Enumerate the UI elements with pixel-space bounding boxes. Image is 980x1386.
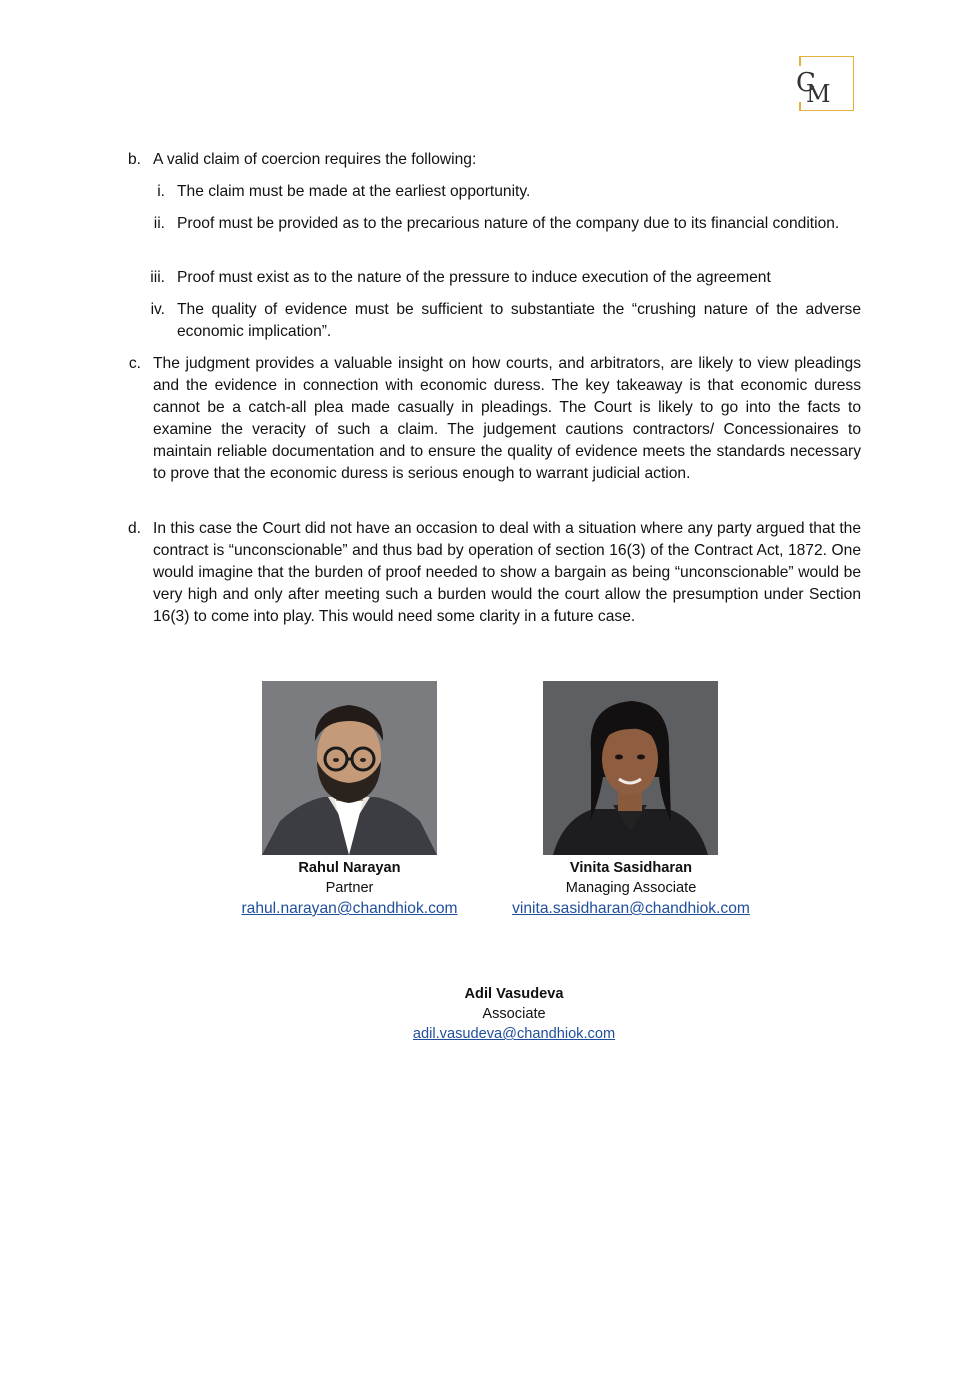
sub-item-iv bbox=[150, 299, 861, 343]
author-card-vinita-sasidharan bbox=[496, 858, 766, 920]
author-name: Vinita Sasidharan bbox=[569, 860, 693, 876]
list-marker: iv. bbox=[150, 301, 165, 318]
author-photo-rahul-narayan bbox=[262, 681, 437, 855]
logo-letter-c: C bbox=[796, 68, 816, 98]
list-item-text: The claim must be made at the earliest opportunity. bbox=[177, 183, 531, 200]
author-title: Partner bbox=[325, 880, 374, 896]
list-item-text: The quality of evidence must be sufficient to substantiate the “crushing nature of the adverse economic implication”. bbox=[177, 301, 861, 340]
list-item-d bbox=[127, 518, 861, 628]
list-item-text: Proof must be provided as to the precarious nature of the company due to its financial condition. bbox=[177, 215, 840, 232]
list-item-text: The judgment provides a valuable insight on how courts, and arbitrators, are likely to view pleadings and the evidence in connection with economic duress. The key takeaway is that economic duress cannot be a catch-all plea made casually in pleadings. The Court is likely to go into the facts to examine the veracity of such a claim. The judgement cautions contractors/ Concessionaires to maintain reliable documentation and to ensure the quality of evidence meets the standards necessary to prove that the economic duress is serious enough to warrant judicial action. bbox=[153, 355, 861, 482]
author-title: Managing Associate bbox=[565, 880, 697, 896]
author-title: Associate bbox=[482, 1006, 546, 1022]
sub-item-iii bbox=[150, 267, 861, 289]
list-marker: d. bbox=[127, 520, 141, 537]
logo-letter-m: M bbox=[806, 80, 831, 108]
firm-logo bbox=[796, 56, 856, 112]
author-card-rahul-narayan bbox=[220, 858, 479, 920]
sub-item-i bbox=[157, 181, 861, 203]
author-card-adil-vasudeva bbox=[384, 984, 644, 1044]
list-marker: b. bbox=[127, 151, 141, 168]
author-name: Adil Vasudeva bbox=[464, 986, 564, 1002]
list-marker: iii. bbox=[150, 269, 165, 286]
author-email-link[interactable]: adil.vasudeva@chandhiok.com bbox=[412, 1026, 616, 1042]
author-photo-vinita-sasidharan bbox=[543, 681, 718, 855]
list-item-c bbox=[128, 353, 861, 485]
list-marker: ii. bbox=[153, 215, 165, 232]
list-item-text: A valid claim of coercion requires the following: bbox=[153, 151, 477, 168]
author-name: Rahul Narayan bbox=[298, 860, 401, 876]
sub-item-ii bbox=[153, 213, 861, 235]
list-marker: i. bbox=[157, 183, 165, 200]
list-marker: c. bbox=[128, 355, 141, 372]
list-item-b bbox=[127, 149, 861, 171]
author-email-link[interactable]: vinita.sasidharan@chandhiok.com bbox=[512, 900, 750, 917]
list-item-text: Proof must exist as to the nature of the pressure to induce execution of the agreement bbox=[177, 269, 771, 286]
list-item-text: In this case the Court did not have an occasion to deal with a situation where any party argued that the contract is “unconscionable” and thus bad by operation of section 16(3) of the Contract Act, 1872. One would imagine that the burden of proof needed to show a bargain as being “unconscionable” would be very high and only after meeting such a burden would the court allow the presumption under Section 16(3) to come into play. This would need some clarity in a future case. bbox=[153, 520, 861, 625]
author-email-link[interactable]: rahul.narayan@chandhiok.com bbox=[241, 900, 458, 917]
